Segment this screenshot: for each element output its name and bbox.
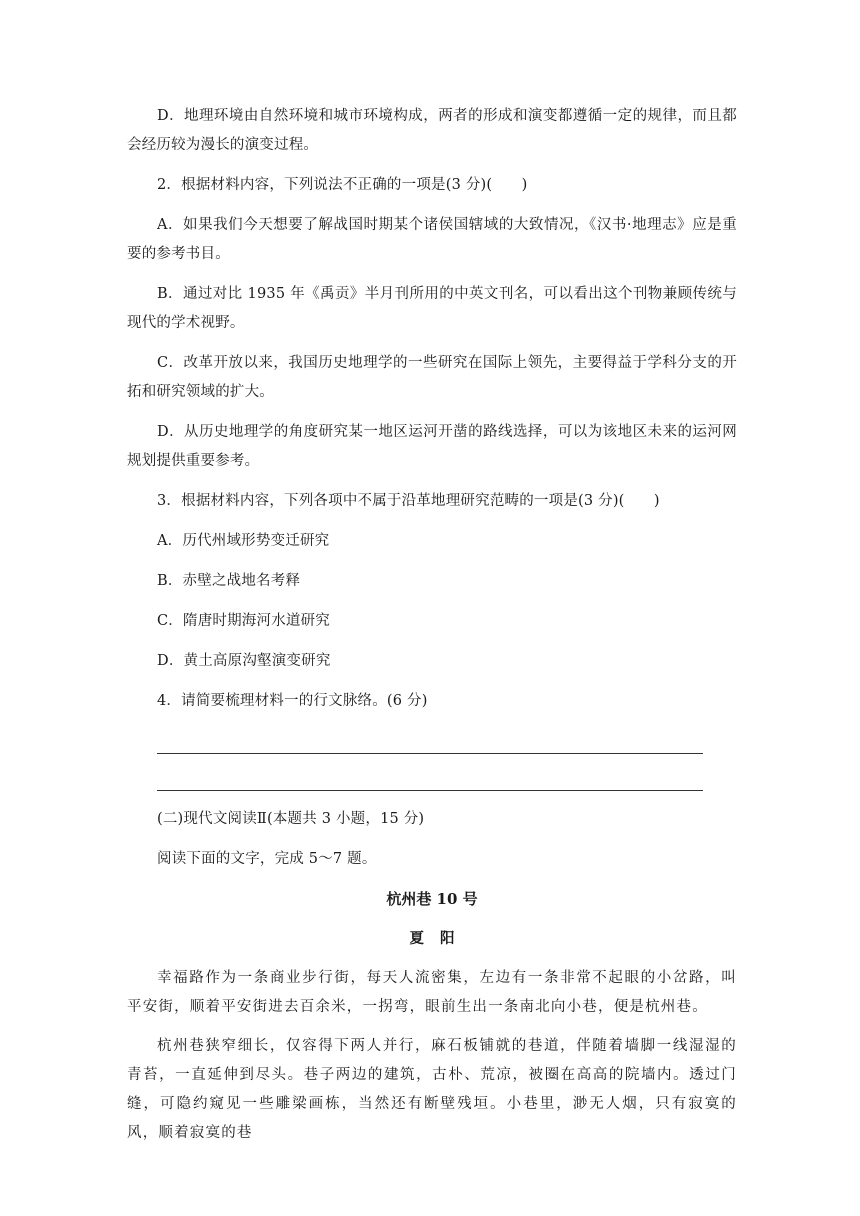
- q2-option-b: B．通过对比 1935 年《禹贡》半月刊所用的中英文刊名，可以看出这个刊物兼顾传统与现代的学术视野。: [127, 286, 737, 331]
- answer-line-2: [157, 764, 703, 791]
- q3-option-a: A．历代州域形势变迁研究: [157, 533, 330, 549]
- q3-option-c: C．隋唐时期海河水道研究: [157, 613, 330, 629]
- story-author: 夏阳: [409, 931, 471, 947]
- story-title: 杭州巷 10 号: [386, 890, 478, 908]
- section-instruction: 阅读下面的文字，完成 5～7 题。: [157, 851, 377, 867]
- section-heading: (二)现代文阅读Ⅱ(本题共 3 小题，15 分): [157, 811, 425, 827]
- q2-stem: 2．根据材料内容，下列说法不正确的一项是(3 分)( ): [157, 177, 528, 193]
- exam-page: [127, 102, 737, 1158]
- q2-option-c: C．改革开放以来，我国历史地理学的一些研究在国际上领先，主要得益于学科分支的开拓和研究领域的扩大。: [127, 355, 737, 400]
- q3-stem: 3．根据材料内容，下列各项中不属于沿革地理研究范畴的一项是(3 分)( ): [157, 493, 660, 509]
- q4-stem: 4．请简要梳理材料一的行文脉络。(6 分): [157, 693, 428, 709]
- q2-option-d: D．从历史地理学的角度研究某一地区运河开凿的路线选择，可以为该地区未来的运河网规划提供重要参考。: [127, 424, 737, 469]
- answer-line-1: [157, 727, 703, 754]
- story-paragraph-1: 幸福路作为一条商业步行街，每天人流密集，左边有一条非常不起眼的小岔路，叫平安街，顺着平安街进去百余米，一拐弯，眼前生出一条南北向小巷，便是杭州巷。: [127, 970, 737, 1015]
- q1-option-d: D．地理环境由自然环境和城市环境构成，两者的形成和演变都遵循一定的规律，而且都会经历较为漫长的演变过程。: [127, 108, 737, 153]
- q2-option-a: A．如果我们今天想要了解战国时期某个诸侯国辖域的大致情况，《汉书·地理志》应是重要的参考书目。: [127, 217, 737, 262]
- q3-option-d: D．黄土高原沟壑演变研究: [157, 653, 331, 669]
- q3-option-b: B．赤壁之战地名考释: [157, 573, 301, 589]
- story-paragraph-2: 杭州巷狭窄细长，仅容得下两人并行，麻石板铺就的巷道，伴随着墙脚一线湿湿的青苔，一直延伸到尽头。巷子两边的建筑，古朴、荒凉，被圈在高高的院墙内。透过门缝，可隐约窥见一些雕梁画栋，当然还有断壁残垣。小巷里，渺无人烟，只有寂寞的风，顺着寂寞的巷: [127, 1038, 737, 1141]
